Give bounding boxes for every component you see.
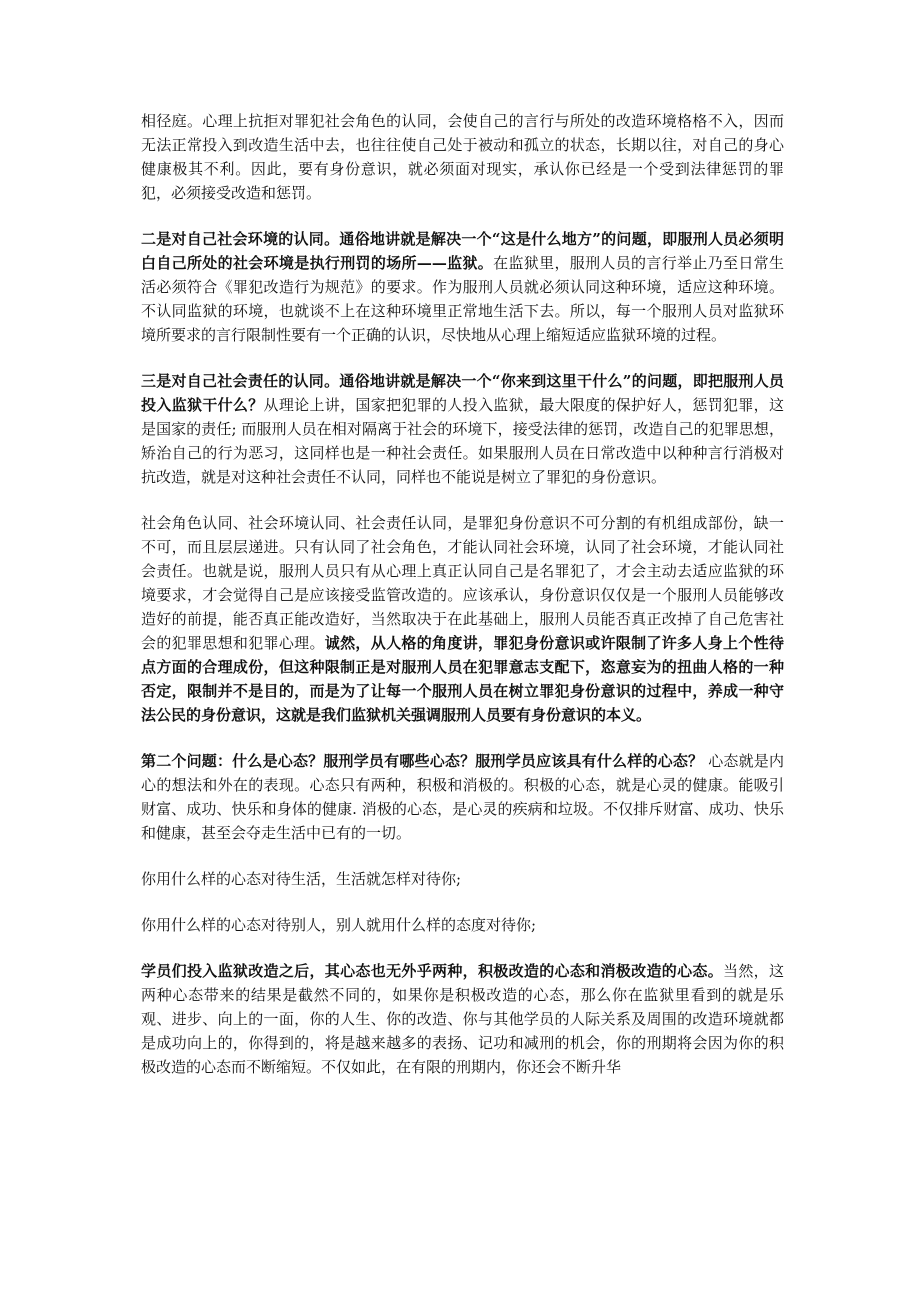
paragraph-text: 你用什么样的心态对待生活，生活就怎样对待你;: [141, 870, 462, 888]
document-page: [141, 109, 784, 1101]
paragraph-text: 相径庭。心理上抗拒对罪犯社会角色的认同，会使自己的言行与所处的改造环境格格不入，因而无法正常投入到改造生活中去，也往往使自己处于被动和孤立的状态，长期以往，对自己的身心健康极其不利。因此，要有身份意识，就必须面对现实，承认你已经是一个受到法律惩罚的罪犯，必须接受改造和惩罚。: [141, 112, 784, 202]
paragraph-text: 你用什么样的心态对待别人，别人就用什么样的态度对待你;: [141, 916, 537, 934]
paragraph-mentality-question: [141, 749, 784, 845]
paragraph-environment-identity: [141, 227, 784, 347]
paragraph-bold-conclusion: 诚然，从人格的角度讲，罪犯身份意识或许限制了许多人身上个性待点方面的合理成份，但这种限制正是对服刑人员在犯罪意志支配下，恣意妄为的扭曲人格的一种否定，限制并不是目的，而是为了让每一个服刑人员在树立罪犯身份意识的过程中，养成一种守法公民的身份意识，这就是我们监狱机关强调服刑人员要有身份意识的本义。: [141, 634, 784, 724]
section-question-heading: 第二个问题：什么是心态？服刑学员有哪些心态？服刑学员应该具有什么样的心态？: [141, 752, 704, 770]
paragraph-text: 从理论上讲，国家把犯罪的人投入监狱，最大限度的保护好人，惩罚犯罪，这是国家的责任; 而服刑人员在相对隔离于社会的环境下，接受法律的惩罚，改造自己的犯罪思想，矫治自己的行为恶习，这同样也是一种社会责任。如果服刑人员在日常改造中以种种言行消极对抗改造，就是对这种社会责任不认同，同样也不能说是树立了罪犯的身份意识。: [141, 396, 784, 486]
paragraph-two-mentalities: [141, 959, 784, 1079]
paragraph-identity-role: [141, 109, 784, 205]
paragraph-text: 社会角色认同、社会环境认同、社会责任认同，是罪犯身份意识不可分割的有机组成部份，缺一不可，而且层层递进。只有认同了社会角色，才能认同社会环境，认同了社会环境，才能认同社会责任。也就是说，服刑人员只有从心理上真正认同自己是名罪犯了，才会主动去适应监狱的环境要求，才会觉得自己是应该接受监管改造的。应该承认，身份意识仅仅是一个服刑人员能够改造好的前提，能否真正能改造好，当然取决于在此基础上，服刑人员能否真正改掉了自己危害社会的犯罪思想和犯罪心理。: [141, 514, 784, 652]
paragraph-life-attitude: [141, 867, 784, 891]
paragraph-bold-heading: 二是对自己社会环境的认同。通俗地讲就是解决一个“这是什么地方”的问题，即服刑人员必须明白自己所处的社会环境是执行刑罚的场所——监狱。: [141, 230, 784, 272]
paragraph-text: 当然，这两种心态带来的结果是截然不同的，如果你是积极改造的心态，那么你在监狱里看到的就是乐观、进步、向上的一面，你的人生、你的改造、你与其他学员的人际关系及周围的改造环境就都是成功向上的，你得到的，将是越来越多的表扬、记功和减刑的机会，你的刑期将会因为你的积极改造的心态而不断缩短。不仅如此，在有限的刑期内，你还会不断升华: [141, 962, 784, 1076]
paragraph-bold-heading: 学员们投入监狱改造之后，其心态也无外乎两种，积极改造的心态和消极改造的心态。: [141, 962, 724, 980]
paragraph-bold-heading: 三是对自己社会责任的认同。通俗地讲就是解决一个“你来到这里干什么”的问题，即把服刑人员投入监狱干什么？: [141, 372, 784, 414]
paragraph-identity-summary: [141, 511, 784, 727]
paragraph-responsibility-identity: [141, 369, 784, 489]
paragraph-text: 在监狱里，服刑人员的言行举止乃至日常生活必须符合《罪犯改造行为规范》的要求。作为服刑人员就必须认同这种环境，适应这种环境。不认同监狱的环境，也就谈不上在这种环境里正常地生活下去。所以，每一个服刑人员对监狱环境所要求的言行限制性要有一个正确的认识，尽快地从心理上缩短适应监狱环境的过程。: [141, 254, 784, 344]
paragraph-text: 心态就是内心的想法和外在的表现。心态只有两种，积极和消极的。积极的心态，就是心灵的健康。能吸引财富、成功、快乐和身体的健康. 消极的心态，是心灵的疾病和垃圾。不仅排斥财富、成功、快乐和健康，甚至会夺走生活中已有的一切。: [141, 752, 784, 842]
paragraph-others-attitude: [141, 913, 784, 937]
